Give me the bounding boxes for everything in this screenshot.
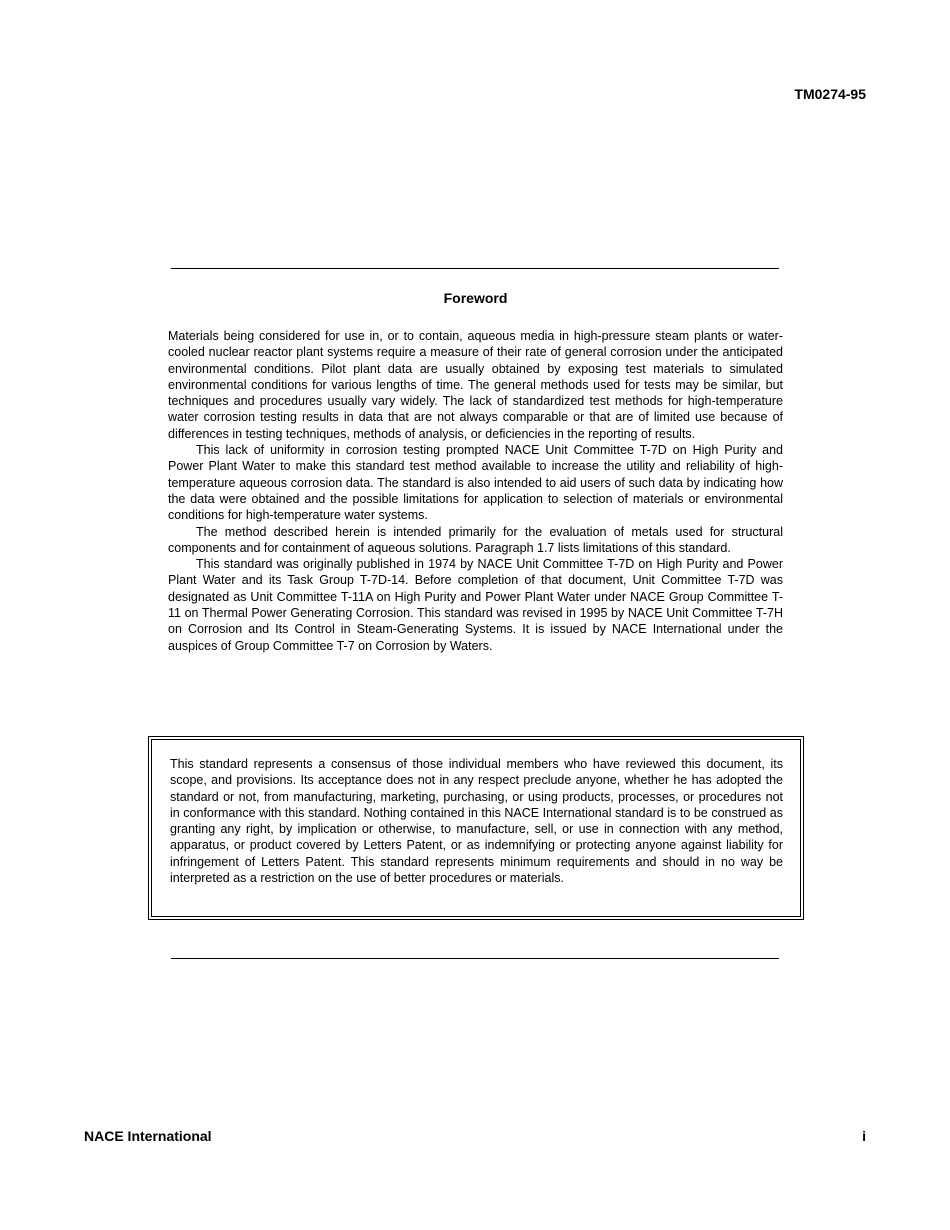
foreword-paragraph-3: The method described herein is intended primarily for the evaluation of metals used for structural components and for containment of aqueous solutions. Paragraph 1.7 lists limitations of this standard.: [168, 524, 783, 555]
consensus-notice-inner: [151, 739, 801, 917]
foreword-title: Foreword: [443, 290, 508, 306]
foreword-paragraph-1: Materials being considered for use in, or to contain, aqueous media in high-pressure steam plants or water-cooled nuclear reactor plant systems require a measure of their rate of general corrosion under the anticipated environmental conditions. Pilot plant data are usually obtained by exposing test materials to simulated environmental conditions for various lengths of time. The general methods used for tests may be similar, but techniques and procedures usually vary widely. The lack of standardized test methods for high-temperature water corrosion testing results in data that are not always comparable or that are of limited use because of differences in testing techniques, methods of analysis, or deficiencies in the reporting of results.: [168, 329, 783, 441]
foreword-paragraph-4: This standard was originally published in 1974 by NACE Unit Committee T-7D on High Purity and Power Plant Water and its Task Group T-7D-14. Before completion of that document, Unit Committee T-7D was designated as Unit Committee T-11A on High Purity and Power Plant Water under NACE Group Committee T-11 on Thermal Power Generating Corrosion. This standard was revised in 1995 by NACE Unit Committee T-7H on Corrosion and Its Control in Steam-Generating Systems. It is issued by NACE International under the auspices of Group Committee T-7 on Corrosion by Waters.: [168, 557, 783, 653]
foreword-paragraph-2: This lack of uniformity in corrosion testing prompted NACE Unit Committee T-7D on High Purity and Power Plant Water to make this standard test method available to increase the utility and reliability of high-temperature aqueous corrosion data. The standard is also intended to aid users of such data by indicating how the data were obtained and the possible limitations for application to selection of materials or environmental conditions for high-temperature water systems.: [168, 443, 783, 523]
top-divider: [171, 268, 779, 269]
foreword-body: [168, 328, 783, 654]
document-id: TM0274-95: [794, 86, 866, 102]
page-number: i: [862, 1128, 866, 1144]
consensus-notice-box: [148, 736, 804, 920]
footer-publisher: NACE International: [84, 1128, 212, 1144]
bottom-divider: [171, 958, 779, 959]
consensus-notice-text: This standard represents a consensus of those individual members who have reviewed this document, its scope, and provisions. Its acceptance does not in any respect preclude anyone, whether he has adopted the standard or not, from manufacturing, marketing, purchasing, or using products, processes, or procedures not in conformance with this standard. Nothing contained in this NACE International standard is to be construed as granting any right, by implication or otherwise, to manufacture, sell, or use in connection with any method, apparatus, or product covered by Letters Patent, or as indemnifying or protecting anyone against liability for infringement of Letters Patent. This standard represents minimum requirements and should in no way be interpreted as a restriction on the use of better procedures or materials.: [170, 757, 783, 886]
